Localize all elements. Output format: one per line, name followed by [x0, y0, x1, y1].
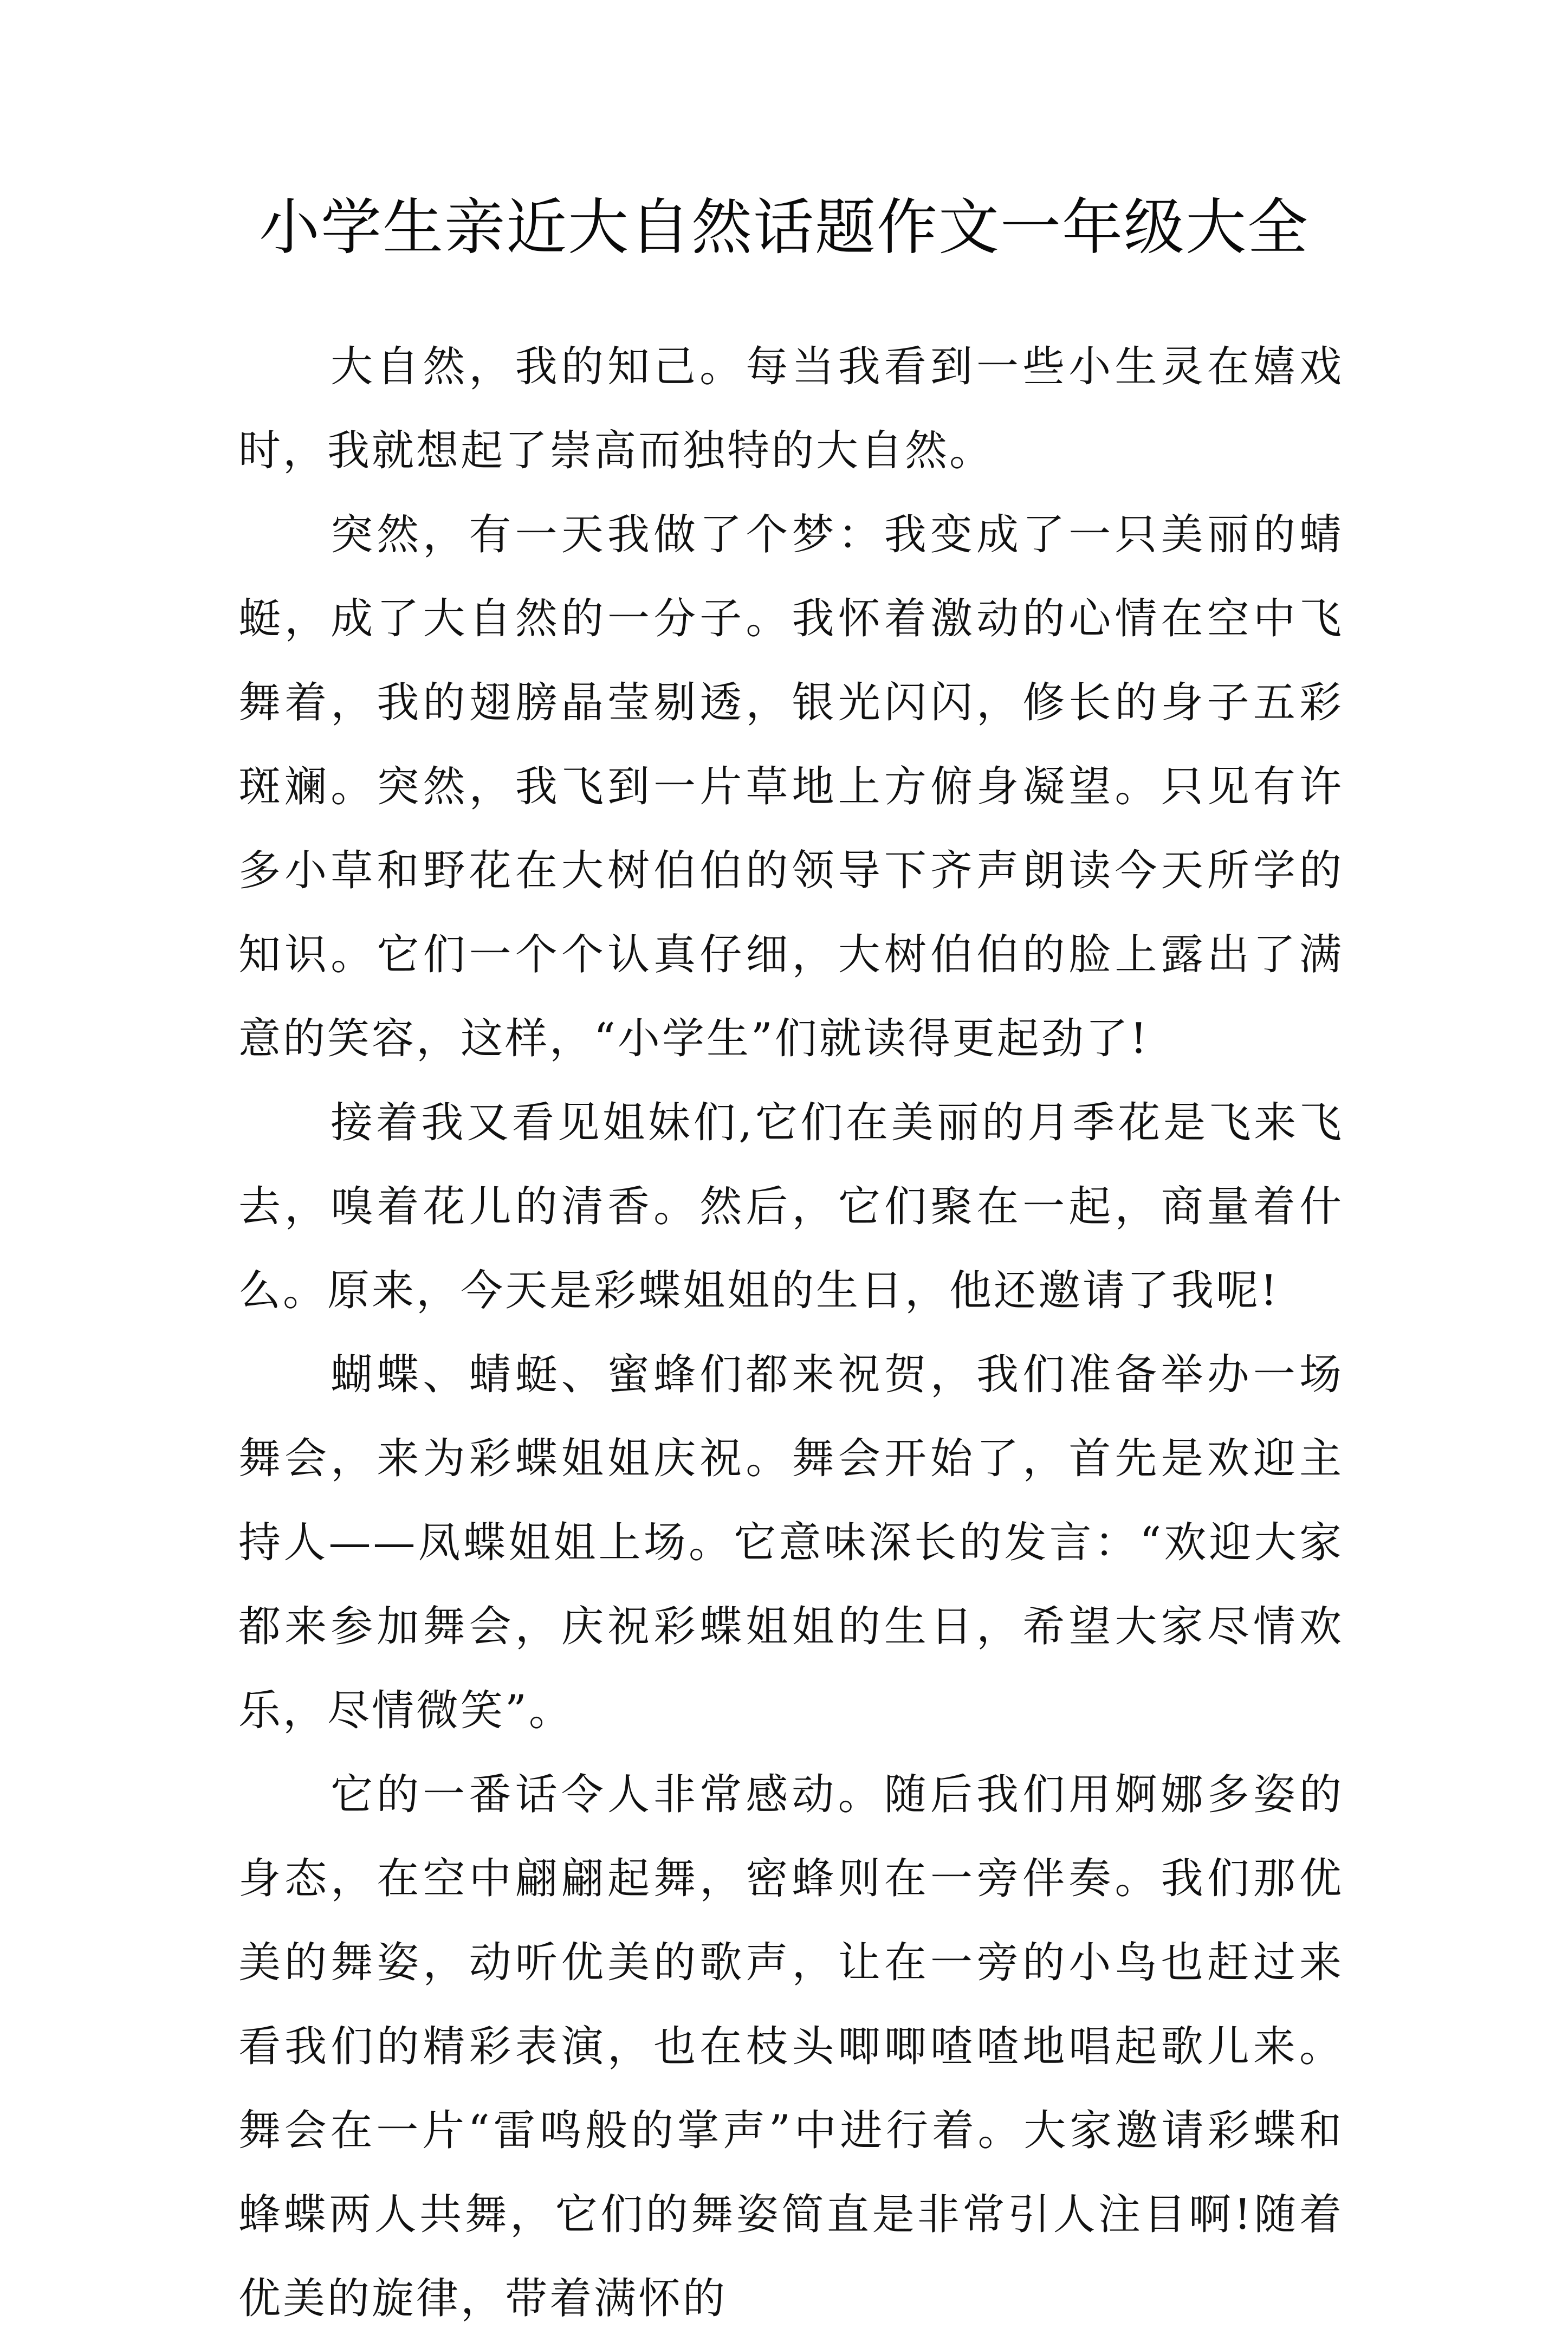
paragraph: 突然，有一天我做了个梦：我变成了一只美丽的蜻蜓，成了大自然的一分子。我怀着激动的心情在空中飞舞着，我的翅膀晶莹剔透，银光闪闪，修长的身子五彩斑斓。突然，我飞到一片草地上方俯身凝望。只见有许多小草和野花在大树伯伯的领导下齐声朗读今天所学的知识。它们一个个认真仔细，大树伯伯的脸上露出了满意的笑容，这样，“小学生”们就读得更起劲了!	[238, 510, 1344, 1063]
paragraph: 它的一番话令人非常感动。随后我们用婀娜多姿的身态，在空中翩翩起舞，密蜂则在一旁伴奏。我们那优美的舞姿，动听优美的歌声，让在一旁的小鸟也赶过来看我们的精彩表演，也在枝头唧唧喳喳地唱起歌儿来。舞会在一片“雷鸣般的掌声”中进行着。大家邀请彩蝶和蜂蝶两人共舞，它们的舞姿简直是非常引人注目啊!随着优美的旋律，带着满怀的	[238, 1770, 1344, 2323]
document-body	[238, 325, 1344, 2341]
document-title: 小学生亲近大自然话题作文一年级大全	[259, 192, 1309, 263]
paragraph: 大自然，我的知己。每当我看到一些小生灵在嬉戏时，我就想起了崇高而独特的大自然。	[238, 342, 1344, 475]
paragraph: 蝴蝶、蜻蜓、蜜蜂们都来祝贺，我们准备举办一场舞会，来为彩蝶姐姐庆祝。舞会开始了，首先是欢迎主持人——凤蝶姐姐上场。它意味深长的发言：“欢迎大家都来参加舞会，庆祝彩蝶姐姐的生日，希望大家尽情欢乐，尽情微笑”。	[238, 1350, 1344, 1735]
paragraph: 接着我又看见姐妹们,它们在美丽的月季花是飞来飞去，嗅着花儿的清香。然后，它们聚在一起，商量着什么。原来，今天是彩蝶姐姐的生日，他还邀请了我呢!	[238, 1098, 1344, 1315]
